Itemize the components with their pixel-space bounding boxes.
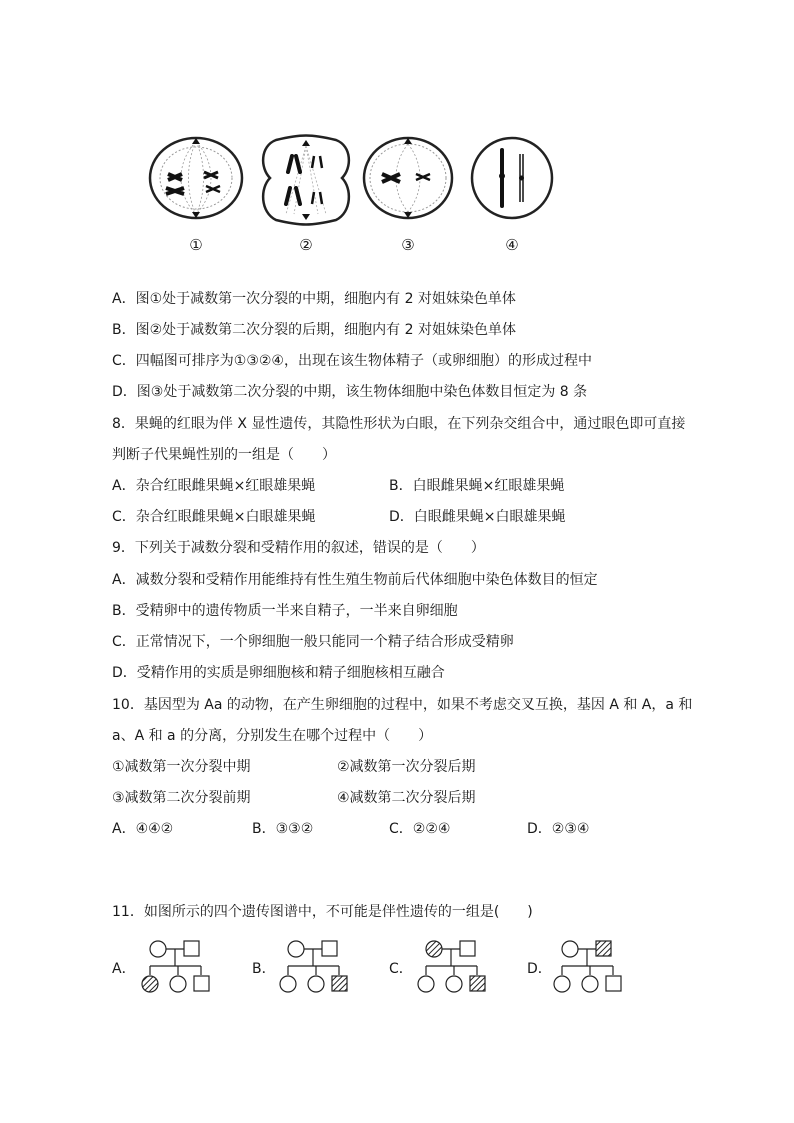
q7-option-c: C．四幅图可排序为①③②④，出现在该生物体精子（或卵细胞）的形成过程中 [112, 353, 592, 369]
pedigree-c-label: C． [389, 961, 413, 977]
figure-label-1: ① [189, 236, 203, 254]
pedigree-a-label: A． [112, 961, 136, 977]
q10-option-b: B．③③② [252, 821, 314, 837]
cell-figure-4 [462, 132, 562, 232]
pedigree-b [278, 938, 358, 1000]
q7-option-d: D．图③处于减数第二次分裂的中期，该生物体细胞中染色体数目恒定为 8 条 [112, 384, 588, 400]
q10-option-a: A．④④② [112, 821, 174, 837]
pedigree-d [552, 938, 632, 1000]
q10-stage-2: ②减数第一次分裂后期 [337, 759, 476, 775]
figure-label-4: ④ [505, 236, 519, 254]
figure-label-3: ③ [401, 236, 415, 254]
pedigree-c [416, 938, 496, 1000]
q7-option-b: B．图②处于减数第二次分裂的后期，细胞内有 2 对姐妹染色单体 [112, 322, 516, 338]
figure-label-2: ② [299, 236, 313, 254]
q8-option-c: C．杂合红眼雌果蝇×白眼雄果蝇 [112, 509, 316, 525]
cell-division-figures [146, 132, 566, 262]
q10-stage-3: ③减数第二次分裂前期 [112, 790, 251, 806]
q10-stage-1: ①减数第一次分裂中期 [112, 759, 251, 775]
q9-option-c: C．正常情况下，一个卵细胞一般只能同一个精子结合形成受精卵 [112, 634, 514, 650]
q10-option-d: D．②③④ [527, 821, 590, 837]
q8-option-b: B．白眼雌果蝇×红眼雄果蝇 [389, 478, 565, 494]
q10-stem-line2: a、A 和 a 的分离，分别发生在哪个过程中（ ） [112, 728, 433, 744]
q9-option-a: A．减数分裂和受精作用能维持有性生殖生物前后代体细胞中染色体数目的恒定 [112, 572, 598, 588]
q10-stage-4: ④减数第二次分裂后期 [337, 790, 476, 806]
pedigree-a [140, 938, 220, 1000]
cell-figure-3 [358, 132, 458, 232]
q7-option-a: A．图①处于减数第一次分裂的中期，细胞内有 2 对姐妹染色单体 [112, 291, 516, 307]
pedigree-b-label: B． [252, 961, 276, 977]
q9-option-b: B．受精卵中的遗传物质一半来自精子，一半来自卵细胞 [112, 603, 458, 619]
q11-stem: 11．如图所示的四个遗传图谱中，不可能是伴性遗传的一组是( ) [112, 904, 533, 920]
q8-stem-line1: 8．果蝇的红眼为伴 X 显性遗传，其隐性形状为白眼，在下列杂交组合中，通过眼色即可直接 [112, 416, 686, 432]
cell-figure-1 [146, 132, 246, 232]
q9-stem: 9．下列关于减数分裂和受精作用的叙述，错误的是（ ） [112, 540, 485, 556]
q8-option-a: A．杂合红眼雌果蝇×红眼雄果蝇 [112, 478, 316, 494]
q10-stem-line1: 10．基因型为 Aa 的动物，在产生卵细胞的过程中，如果不考虑交叉互换，基因 A 和 A，a 和 [112, 697, 693, 713]
q10-option-c: C．②②④ [389, 821, 451, 837]
q8-stem-line2: 判断子代果蝇性别的一组是（ ） [112, 447, 336, 463]
pedigree-d-label: D． [527, 961, 552, 977]
cell-figure-2 [256, 132, 356, 232]
q9-option-d: D．受精作用的实质是卵细胞核和精子细胞核相互融合 [112, 665, 445, 681]
q8-option-d: D．白眼雌果蝇×白眼雄果蝇 [389, 509, 566, 525]
